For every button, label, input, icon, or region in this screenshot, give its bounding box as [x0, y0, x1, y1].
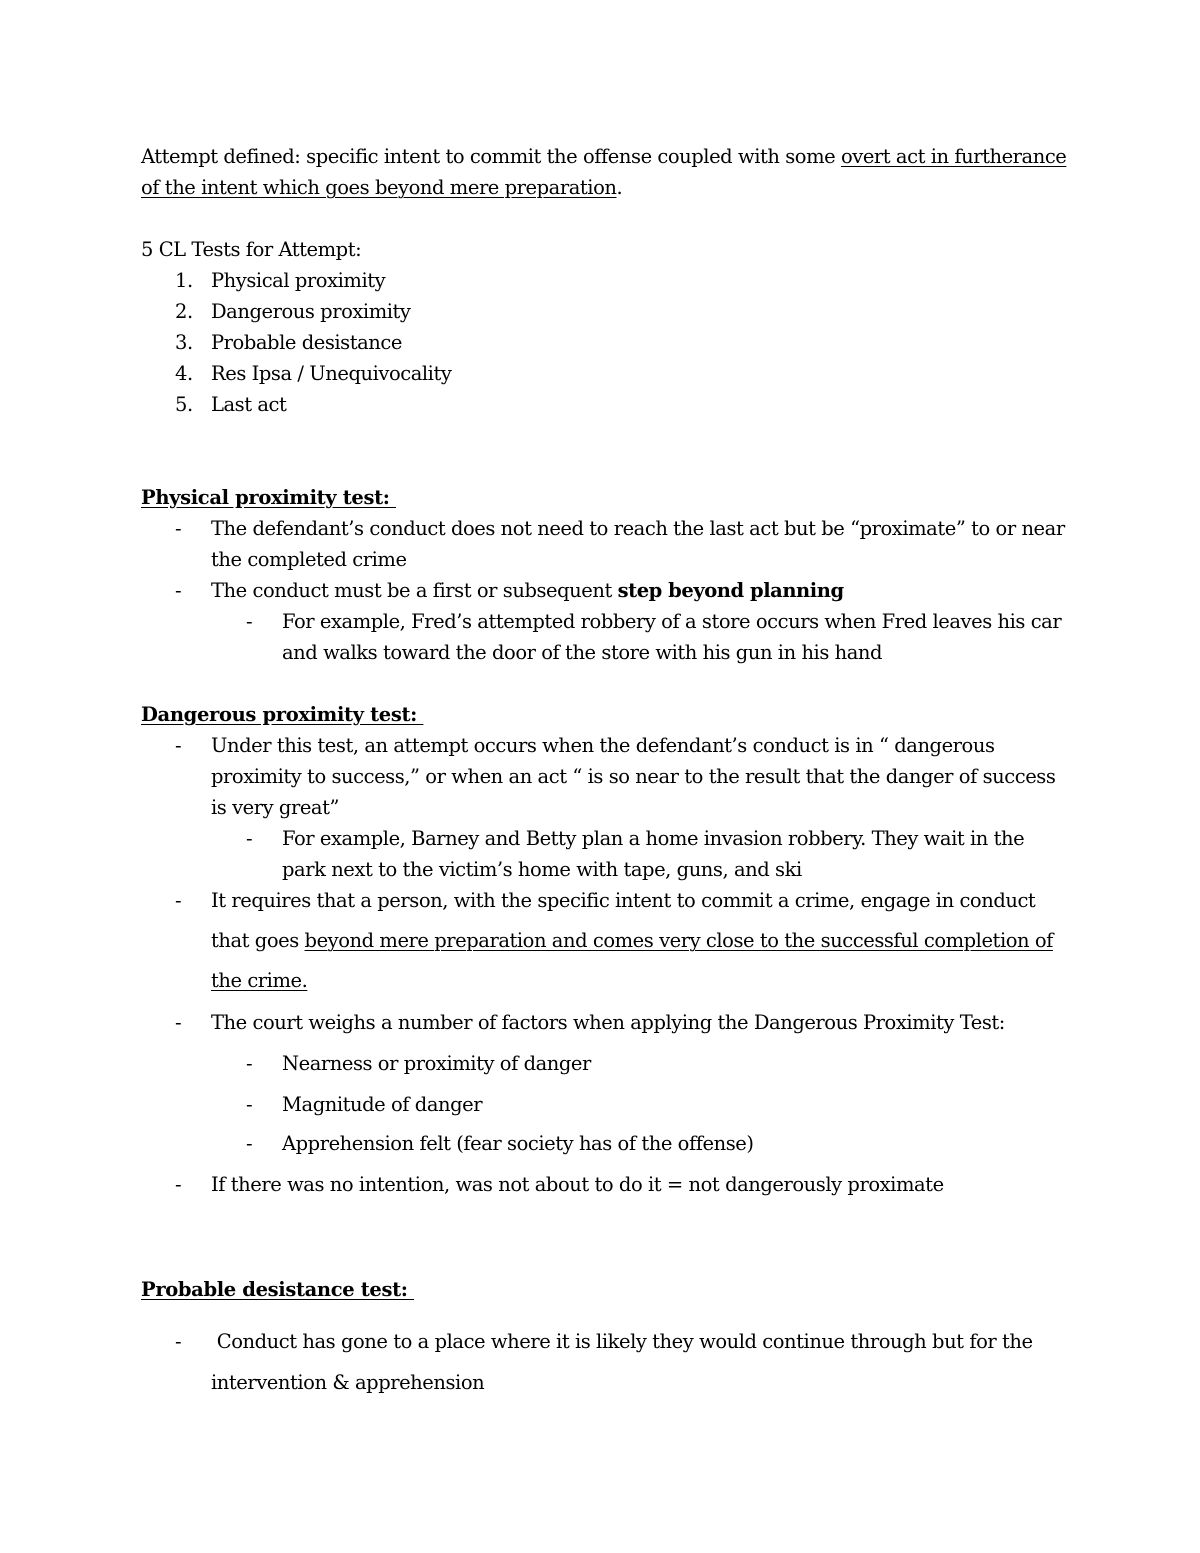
- bullet-text: For example, Barney and Betty plan a home invasion robbery. They wait in the park next to the victim’s home with tape, guns, and ski: [282, 827, 1025, 881]
- bullet-dash: -: [246, 827, 253, 850]
- attempt-definition: [141, 141, 1071, 203]
- bullet-dash: -: [175, 1011, 182, 1034]
- list-label: Probable desistance: [211, 331, 402, 354]
- bullet-text: The conduct must be a first or subsequent: [211, 579, 618, 602]
- factor-text: Apprehension felt (fear society has of the offense): [282, 1132, 754, 1155]
- bullet-text: The defendant’s conduct does not need to reach the last act but be “proximate” to or near the completed crime: [211, 517, 1065, 571]
- physical-proximity-heading: Physical proximity test:: [141, 486, 397, 509]
- bullet-text: For example, Fred’s attempted robbery of a store occurs when Fred leaves his car and walks toward the door of the store with his gun in his hand: [282, 610, 1062, 664]
- list-number: 2.: [175, 300, 193, 323]
- list-label: Dangerous proximity: [211, 300, 411, 323]
- dangerous-proximity-heading: Dangerous proximity test:: [141, 703, 424, 726]
- list-number: 5.: [175, 393, 193, 416]
- list-label: Physical proximity: [211, 269, 386, 292]
- list-number: 1.: [175, 269, 193, 292]
- bullet-dash: -: [246, 1052, 253, 1075]
- bullet-text: Under this test, an attempt occurs when the defendant’s conduct is in “ dangerous proximity to success,” or when an act “ is so near to the result that the danger of success is very great”: [211, 734, 1056, 819]
- bullet-dash: -: [175, 1330, 182, 1353]
- bullet-dash: -: [246, 610, 253, 633]
- bullet-dash: -: [175, 517, 182, 540]
- bullet-dash: -: [175, 734, 182, 757]
- bullet-dash: -: [246, 1132, 253, 1155]
- bullet-bold-text: step beyond planning: [617, 579, 844, 602]
- bullet-dash: -: [175, 579, 182, 602]
- bullet-text: It requires that a person, with the specific intent to commit a crime, engage in conduct that goes: [211, 889, 1036, 952]
- bullet-dash: -: [175, 1173, 182, 1196]
- list-number: 4.: [175, 362, 193, 385]
- bullet-dash: -: [246, 1093, 253, 1116]
- list-label: Last act: [211, 393, 287, 416]
- bullet-text: Conduct has gone to a place where it is likely they would continue through but for the intervention & apprehension: [211, 1330, 1039, 1394]
- bullet-dash: -: [175, 889, 182, 912]
- factor-text: Nearness or proximity of danger: [282, 1052, 591, 1075]
- probable-desistance-heading: Probable desistance test:: [141, 1278, 415, 1301]
- definition-underlined-text: overt act in furtherance of the intent which goes beyond mere preparation: [141, 145, 1067, 199]
- bullet-text: If there was no intention, was not about to do it = not dangerously proximate: [211, 1173, 944, 1196]
- definition-text: Attempt defined: specific intent to commit the offense coupled with some: [141, 145, 841, 168]
- bullet-underlined-text: beyond mere preparation and comes very close to the successful completion of the crime.: [211, 929, 1053, 992]
- bullet-text: The court weighs a number of factors when applying the Dangerous Proximity Test:: [211, 1011, 1005, 1034]
- tests-intro: 5 CL Tests for Attempt:: [141, 238, 362, 261]
- factor-text: Magnitude of danger: [282, 1093, 483, 1116]
- list-label: Res Ipsa / Unequivocality: [211, 362, 452, 385]
- list-number: 3.: [175, 331, 193, 354]
- definition-end: .: [616, 176, 623, 199]
